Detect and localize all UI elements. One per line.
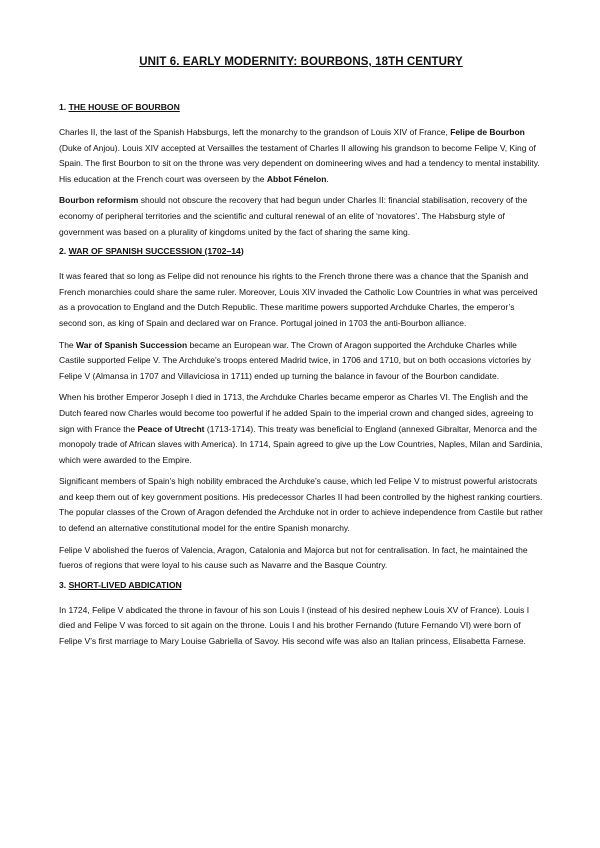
section-heading-text: SHORT-LIVED ABDICATION (68, 579, 182, 590)
text-run: (1713-1714). This treaty was beneficial to England (annexed Gibraltar, Menorca and the monopoly trade of African slaves with America). In 1714, Spain agreed to give up the Low Countries, Naples, Milan and Sardinia, which were awarded to the Empire. (59, 423, 543, 465)
paragraph (59, 474, 543, 536)
text-run: It was feared that so long as Felipe did not renounce his rights to the French throne there was a chance that the Spanish and French monarchies could share the same ruler. Moreover, Louis XIV invaded the Catholic Low Countries in what was perceived as a provocation to England and the Dutch Republic. These maritime powers supported Archduke Charles, the emperor’s second son, as king of Spain and declared war on France. Portugal joined in 1703 the anti-Bourbon alliance. (59, 271, 538, 328)
document-page (59, 56, 543, 656)
bold-term: Felipe de Bourbon (450, 127, 525, 137)
paragraph (59, 390, 543, 468)
bold-term: Abbot Fénelon (266, 173, 327, 184)
paragraph (59, 543, 543, 574)
text-run: Felipe V abolished the fueros of Valencia, Aragon, Catalonia and Majorca but not for centralisation. In fact, he maintained the fueros of regions that were loyal to his cause such as Navarre and the Basque Country. (59, 544, 528, 571)
section-heading (59, 246, 543, 256)
section-number: 2. (59, 246, 69, 257)
paragraph (59, 338, 543, 385)
paragraph (59, 193, 543, 240)
section-1 (59, 102, 543, 240)
text-run: . (326, 173, 329, 184)
bold-term: War of Spanish Succession (76, 339, 188, 350)
text-run: In 1724, Felipe V abdicated the throne in favour of his son Louis I (instead of his desired nephew Louis XV of France). Louis I died and Felipe V was forced to sit again on the throne. Louis I and his brother Fernando (future Fernando VI) were born of Felipe V’s first marriage to Mary Louise Gabriella of Savoy. His second wife was also an Italian princess, Elisabetta Farnese. (59, 604, 530, 647)
section-heading (59, 580, 543, 590)
section-heading-text: THE HOUSE OF BOURBON (68, 102, 180, 112)
text-run: should not obscure the recovery that had begun under Charles II: financial stabilisation, recovery of the economy of peripheral territories and the scientific and cultural renewal of an elite of ‘novatores’. The Habsburg style of government was based on a plurality of kingdoms united by the fact of sharing the same king. (59, 195, 528, 237)
bold-term: Bourbon reformism (59, 195, 139, 206)
section-heading-text: WAR OF SPANISH SUCCESSION (1702–14 (68, 246, 241, 257)
document-title: UNIT 6. EARLY MODERNITY: BOURBONS, 18TH CENTURY (139, 56, 463, 68)
text-run: (Duke of Anjou). Louis XIV accepted at Versailles the testament of Charles II allowing his grandson to become Felipe V, King of Spain. The first Bourbon to sit on the throne was very dependent on domineering wives and had a tendency to mental instability. His education at the French court was overseen by the (59, 142, 540, 184)
text-run: Significant members of Spain’s high nobility embraced the Archduke’s cause, which led Felipe V to mistrust powerful aristocrats and keep them out of key government positions. His predecessor Charles II had been controlled by the highest ranking courtiers. The popular classes of the Crown of Aragon defended the Archduke not in order to achieve independence from Castile but rather to defend an alternative constitutional model for the entire Spanish monarchy. (59, 476, 543, 534)
paragraph (59, 269, 543, 331)
text-run: Charles II, the last of the Spanish Habsburgs, left the monarchy to the grandson of Louis XIV of France, (59, 127, 451, 137)
section-heading-tail: ) (240, 246, 244, 257)
text-run: The (59, 339, 77, 350)
text-run: When his brother Emperor Joseph I died in 1713, the Archduke Charles became emperor as Charles VI. The English and the Dutch feared now Charles would become too powerful if he added Spain to the imperial crown and changed sides, agreeing to sign with France the (59, 392, 534, 434)
document-body (59, 102, 543, 650)
paragraph (59, 603, 543, 650)
bold-term: Peace of Utrecht (137, 423, 205, 434)
section-number: 1. (59, 102, 69, 112)
section-number: 3. (59, 579, 69, 590)
section-3 (59, 580, 543, 650)
section-heading (59, 102, 543, 112)
section-2 (59, 246, 543, 574)
paragraph (59, 125, 543, 187)
text-run: became an European war. The Crown of Aragon supported the Archduke Charles while Castile supported Felipe V. The Archduke’s troops entered Madrid twice, in 1706 and 1710, but on both occasions victories by Felipe V (Almansa in 1707 and Villaviciosa in 1711) ended up turning the balance in favour of the Bourbon candidate. (59, 339, 531, 381)
